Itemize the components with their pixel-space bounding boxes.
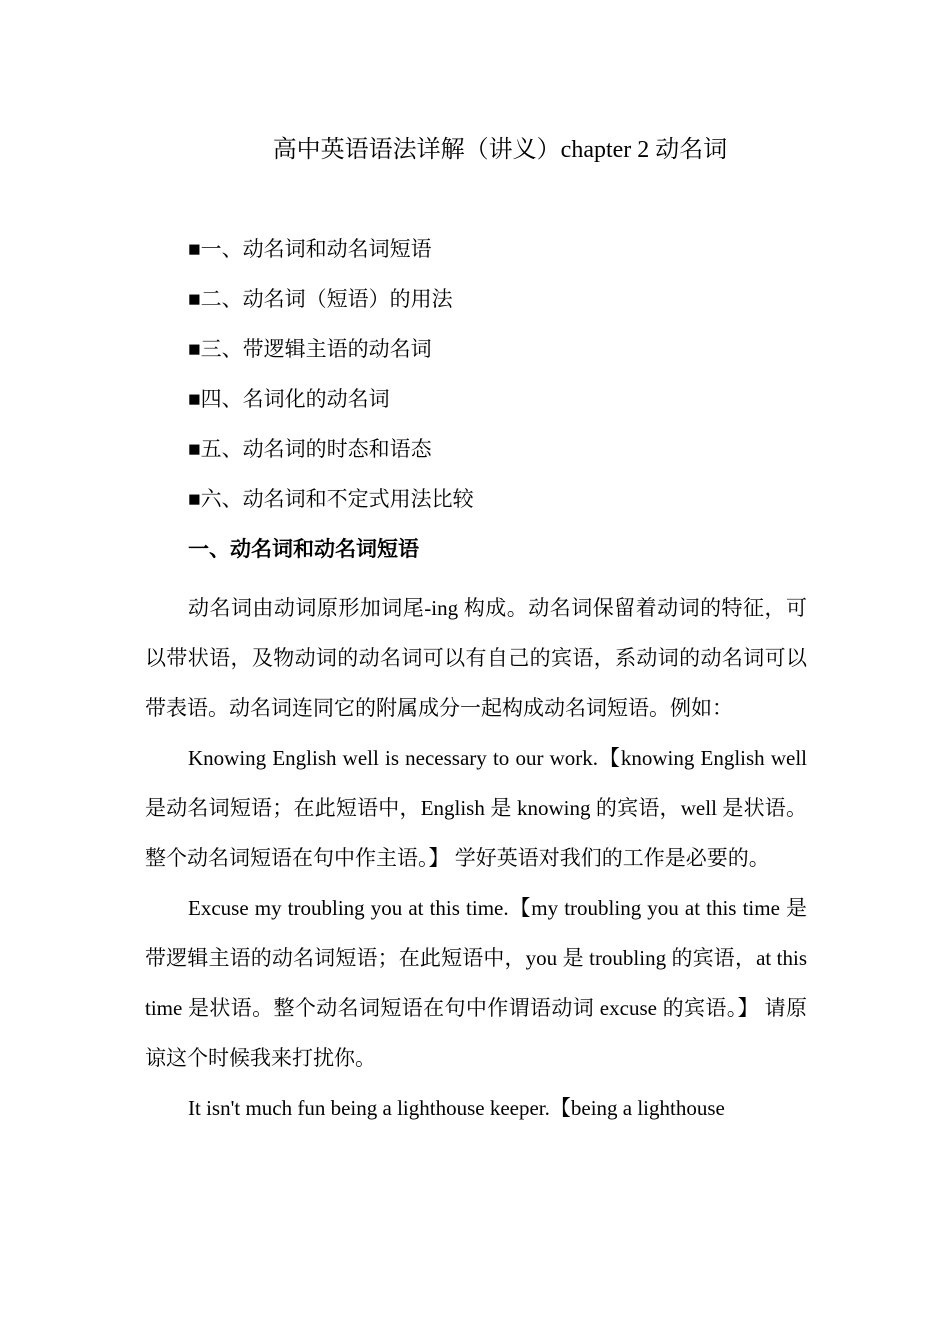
toc-item: ■二、动名词（短语）的用法	[188, 287, 453, 311]
toc-item: ■五、动名词的时态和语态	[188, 437, 432, 461]
paragraph-example-2: Excuse my troubling you at this time.【my troubling you at this time 是带逻辑主语的动名词短语；在此短语中，you 是 troubling 的宾语，at this time 是状语。整个动名词短语在句中作谓语动词 excuse 的宾语。】 请原谅这个时候我来打扰你。	[145, 896, 807, 1070]
toc-item: ■四、名词化的动名词	[188, 387, 390, 411]
toc-item: ■一、动名词和动名词短语	[188, 237, 432, 261]
page-title: 高中英语语法详解（讲义）chapter 2 动名词	[272, 137, 728, 163]
table-of-contents	[188, 233, 828, 533]
body-text	[145, 583, 807, 1133]
toc-item: ■六、动名词和不定式用法比较	[188, 487, 474, 511]
paragraph-example-1: Knowing English well is necessary to our work.【knowing English well 是动名词短语；在此短语中，English 是 knowing 的宾语，well 是状语。整个动名词短语在句中作主语。】 学好英语对我们的工作是必要的。	[145, 746, 807, 870]
paragraph-example-3: It isn't much fun being a lighthouse keeper.【being a lighthouse	[188, 1096, 725, 1120]
paragraph-intro: 动名词由动词原形加词尾-ing 构成。动名词保留着动词的特征，可以带状语，及物动词的动名词可以有自己的宾语，系动词的动名词可以带表语。动名词连同它的附属成分一起构成动名词短语。例如：	[145, 596, 807, 720]
toc-item: ■三、带逻辑主语的动名词	[188, 337, 432, 361]
section-heading: 一、动名词和动名词短语	[188, 537, 419, 561]
